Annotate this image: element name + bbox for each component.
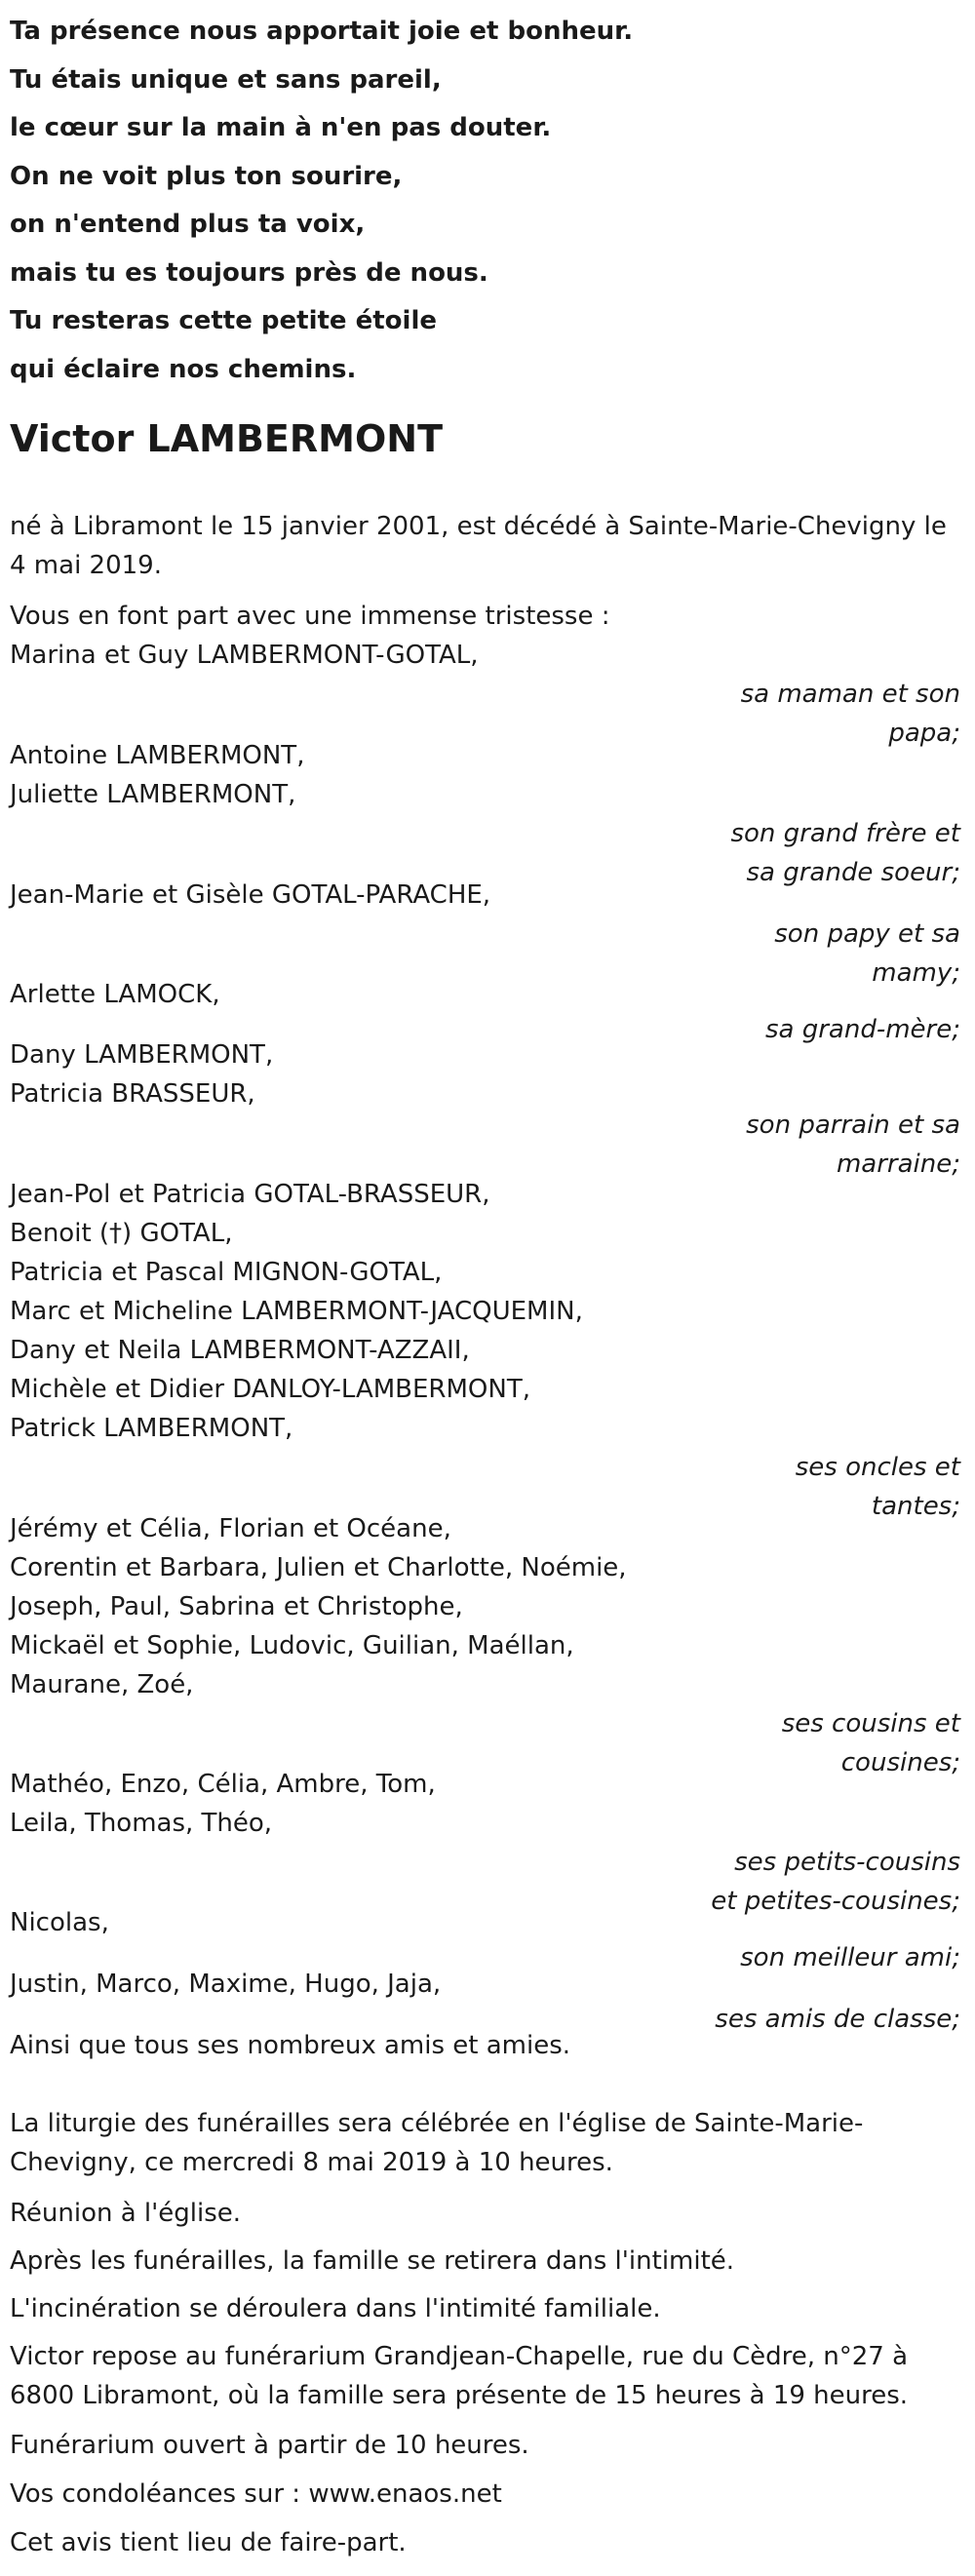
intro-text: Vous en font part avec une immense tristesse :	[10, 602, 610, 631]
liturgy-line: Chevigny, ce mercredi 8 mai 2019 à 10 heures.	[10, 2148, 613, 2177]
relation-line: sa grande soeur;	[746, 858, 960, 887]
family-group-uncles-aunts	[10, 1175, 960, 1526]
family-name: Dany LAMBERMONT,	[10, 1040, 274, 1070]
family-name: Justin, Marco, Maxime, Hugo, Jaja,	[10, 1970, 442, 1999]
family-name: Patricia BRASSEUR,	[10, 1079, 255, 1109]
relation-line: sa grand-mère;	[764, 1015, 960, 1044]
faire-part-text: Cet avis tient lieu de faire-part.	[10, 2528, 407, 2557]
family-name: Mathéo, Enzo, Célia, Ambre, Tom,	[10, 1770, 436, 1799]
relation-line: tantes;	[871, 1492, 960, 1521]
family-name: Benoit (†) GOTAL,	[10, 1219, 233, 1248]
relation-line: son parrain et sa	[746, 1111, 960, 1140]
statement-line: né à Libramont le 15 janvier 2001, est décédé à Sainte-Marie-Chevigny le	[10, 512, 947, 541]
incineration-text: L'incinération se déroulera dans l'intimité familiale.	[10, 2294, 661, 2323]
relation-line: marraine;	[836, 1150, 960, 1179]
liturgy-line: La liturgie des funérailles sera célébrée en l'église de Sainte-Marie-	[10, 2109, 864, 2138]
family-name: Juliette LAMBERMONT,	[10, 780, 296, 809]
poem-line: Ta présence nous apportait joie et bonheur.	[10, 17, 634, 46]
repose-line: Victor repose au funérarium Grandjean-Chapelle, rue du Cèdre, n°27 à	[10, 2342, 909, 2371]
after-funeral-text: Après les funérailles, la famille se retirera dans l'intimité.	[10, 2246, 735, 2276]
relation-line: ses petits-cousins	[734, 1848, 960, 1877]
family-name: Michèle et Didier DANLOY-LAMBERMONT,	[10, 1375, 530, 1404]
family-name: Arlette LAMOCK,	[10, 980, 220, 1009]
poem-line: On ne voit plus ton sourire,	[10, 161, 403, 191]
poem	[10, 8, 946, 394]
family-group-siblings	[10, 736, 960, 892]
poem-line: Tu étais unique et sans pareil,	[10, 64, 442, 95]
family-name: Patrick LAMBERMONT,	[10, 1414, 293, 1443]
family-name: Nicolas,	[10, 1908, 109, 1937]
family-name: Antoine LAMBERMONT,	[10, 741, 305, 770]
poem-line: mais tu es toujours près de nous.	[10, 257, 488, 288]
statement-line: 4 mai 2019.	[10, 551, 162, 580]
poem-line: qui éclaire nos chemins.	[10, 354, 357, 384]
birth-death-statement	[10, 507, 965, 585]
relation-line: son grand frère et	[730, 819, 960, 848]
relation-line: ses amis de classe;	[715, 2005, 960, 2034]
family-name: Marc et Micheline LAMBERMONT-JACQUEMIN,	[10, 1297, 583, 1326]
relation-line: son meilleur ami;	[740, 1943, 960, 1972]
friends-text: Ainsi que tous ses nombreux amis et amies.	[10, 2031, 571, 2060]
relation-line: papa;	[888, 719, 960, 748]
family-group-parents	[10, 636, 960, 753]
relation-line: mamy;	[872, 958, 960, 988]
poem-line: Tu resteras cette petite étoile	[10, 306, 438, 335]
reunion-text: Réunion à l'église.	[10, 2199, 242, 2228]
funerarium-hours-text: Funérarium ouvert à partir de 10 heures.	[10, 2431, 529, 2460]
condolences-text: Vos condoléances sur : www.enaos.net	[10, 2479, 502, 2509]
relation-line: son papy et sa	[774, 919, 960, 949]
repose-line: 6800 Libramont, où la famille sera présente de 15 heures à 19 heures.	[10, 2381, 909, 2410]
family-group-cousins	[10, 1509, 960, 1782]
family-name: Jean-Pol et Patricia GOTAL-BRASSEUR,	[10, 1180, 490, 1209]
family-name: Leila, Thomas, Théo,	[10, 1809, 273, 1838]
deceased-name-title: Victor LAMBERMONT	[10, 417, 443, 460]
family-name: Jean-Marie et Gisèle GOTAL-PARACHE,	[10, 880, 491, 910]
family-group-godparents	[10, 1035, 960, 1184]
poem-line: le cœur sur la main à n'en pas douter.	[10, 113, 552, 142]
family-name: Joseph, Paul, Sabrina et Christophe,	[10, 1592, 463, 1621]
family-name: Marina et Guy LAMBERMONT-GOTAL,	[10, 641, 479, 670]
repose-text	[10, 2337, 965, 2415]
family-name: Patricia et Pascal MIGNON-GOTAL,	[10, 1258, 443, 1287]
family-name: Jérémy et Célia, Florian et Océane,	[10, 1514, 451, 1543]
liturgy-text	[10, 2104, 965, 2182]
family-name: Mickaël et Sophie, Ludovic, Guilian, Maéllan,	[10, 1631, 574, 1660]
family-name: Dany et Neila LAMBERMONT-AZZAII,	[10, 1336, 470, 1365]
relation-line: ses cousins et	[781, 1709, 960, 1738]
family-name: Maurane, Zoé,	[10, 1670, 194, 1699]
poem-line: on n'entend plus ta voix,	[10, 210, 366, 239]
relation-line: ses oncles et	[795, 1453, 960, 1482]
family-name: Corentin et Barbara, Julien et Charlotte, Noémie,	[10, 1553, 627, 1582]
relation-label	[10, 1106, 960, 1184]
relation-line: sa maman et son	[740, 680, 960, 709]
relation-line: et petites-cousines;	[711, 1887, 960, 1916]
relation-line: cousines;	[840, 1748, 960, 1777]
family-group-second-cousins	[10, 1765, 960, 1921]
